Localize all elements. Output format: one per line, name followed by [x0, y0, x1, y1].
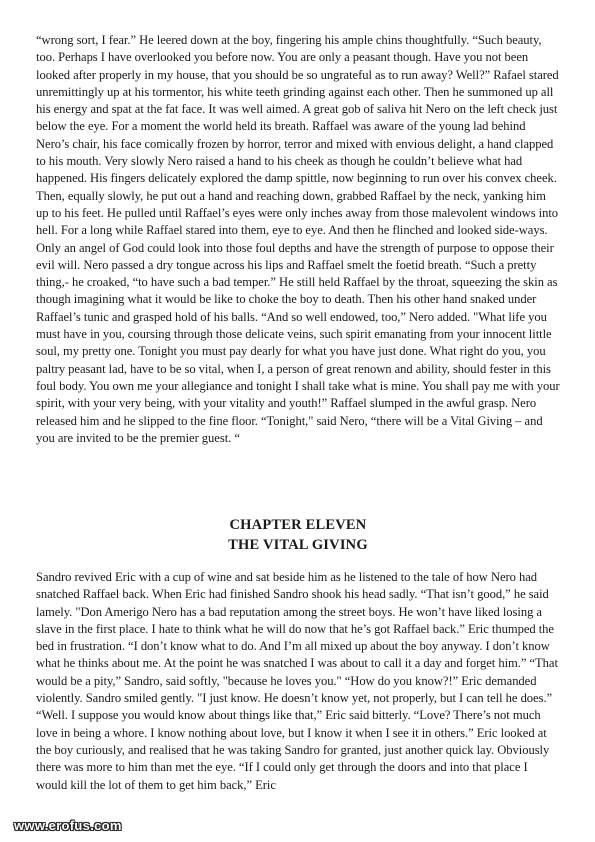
- chapter-title: THE VITAL GIVING: [228, 537, 368, 553]
- chapter-number: CHAPTER ELEVEN: [229, 517, 367, 533]
- site-watermark: www.erofus.com: [14, 818, 122, 833]
- paragraph-2: Sandro revived Eric with a cup of wine and sat beside him as he listened to the tale of how Nero had snatched Raffael back. When Eric had finished Sandro shook his head sadly. “That isn’t good,” he said lamely. "Don Amerigo Nero has a bad reputation among the street boys. He won’t have liked losing a slave in the first place. I hate to think what he will do now that he’s got Raffael back.” Eric thumped the bed in frustration. “I don’t know what to do. And I’m all mixed up about the boy anyway. I don’t know what he thinks about me. At the point he was snatched I was about to call it a day and forget him.” “That would be a pity,” Sandro, said softly, "because he loves you." “How do you know?!” Eric demanded violently. Sandro smiled gently. "I just know. He doesn’t know yet, not properly, but I can tell he does.” “Well. I suppose you would know about things like that,” Eric said bitterly. “Love? There’s not much love in being a whore. I know nothing about love, but I know it when I see it in others.” Eric looked at the boy curiously, and realised that he was taking Sandro for granted, just another quick lay. Obviously there was more to him than met the eye. “If I could only get through the doors and into that place I would kill the lot of them to get him back,” Eric: [36, 570, 558, 792]
- paragraph-1: “wrong sort, I fear.” He leered down at the boy, fingering his ample chins thoughtfully. “Such beauty, too. Perhaps I have overlooked you before now. You are only a peasant though. Have you not been looked after properly in my house, that you should be so ungrateful as to run away? Well?” Rafael stared unremittingly up at his tormentor, his white teeth grinding against each other. Then he summoned up all his energy and spat at the fat face. It was well aimed. A great gob of saliva hit Nero on the left check just below the eye. For a moment the world held its breath. Raffael was aware of the young lad behind Nero’s chair, his face comically frozen by horror, terror and mixed with envious delight, a hand clapped to his mouth. Very slowly Nero raised a hand to his cheek as though he couldn’t believe what had happened. His fingers delicately explored the damp spittle, now beginning to run over his convex cheek. Then, equally slowly, he put out a hand and reaching down, grabbed Raffael by the neck, yanking him up to his feet. He pulled until Raffael’s eyes were only inches away from those malevolent windows into hell. For a long while Raffael stared into them, eye to eye. And then he flinched and looked side-ways. Only an angel of God could look into those foul depths and have the strength of purpose to oppose their evil will. Nero passed a dry tongue across his lips and Raffael smelt the foetid breath. “Such a pretty thing,- he croaked, “to have such a bad temper.” He still held Raffael by the throat, squeezing the skin as though imagining what it would be like to choke the boy to death. Then his other hand snaked under Raffael’s tunic and grasped hold of his balls. “And so well endowed, too,” Nero added. "What life you must have in you, coursing through those delicate veins, such spirit emanating from your innocent little soul, my pretty one. Tonight you must pay dearly for what you have just done. What right do you, you paltry peasant lad, have to be so vital, when I, a person of great renown and ability, should fester in this foul body. You own me your allegiance and tonight I shall take what is mine. You shall pay me with your spirit, with your very being, with your vitality and youth!” Raffael slumped in the awful grasp. Nero released him and he slipped to the fine floor. “Tonight," said Nero, “there will be a Vital Giving – and you are invited to be the premier guest. “: [36, 33, 560, 445]
- page-body: [36, 32, 560, 499]
- chapter-body: [36, 569, 560, 833]
- chapter-heading: [36, 515, 560, 555]
